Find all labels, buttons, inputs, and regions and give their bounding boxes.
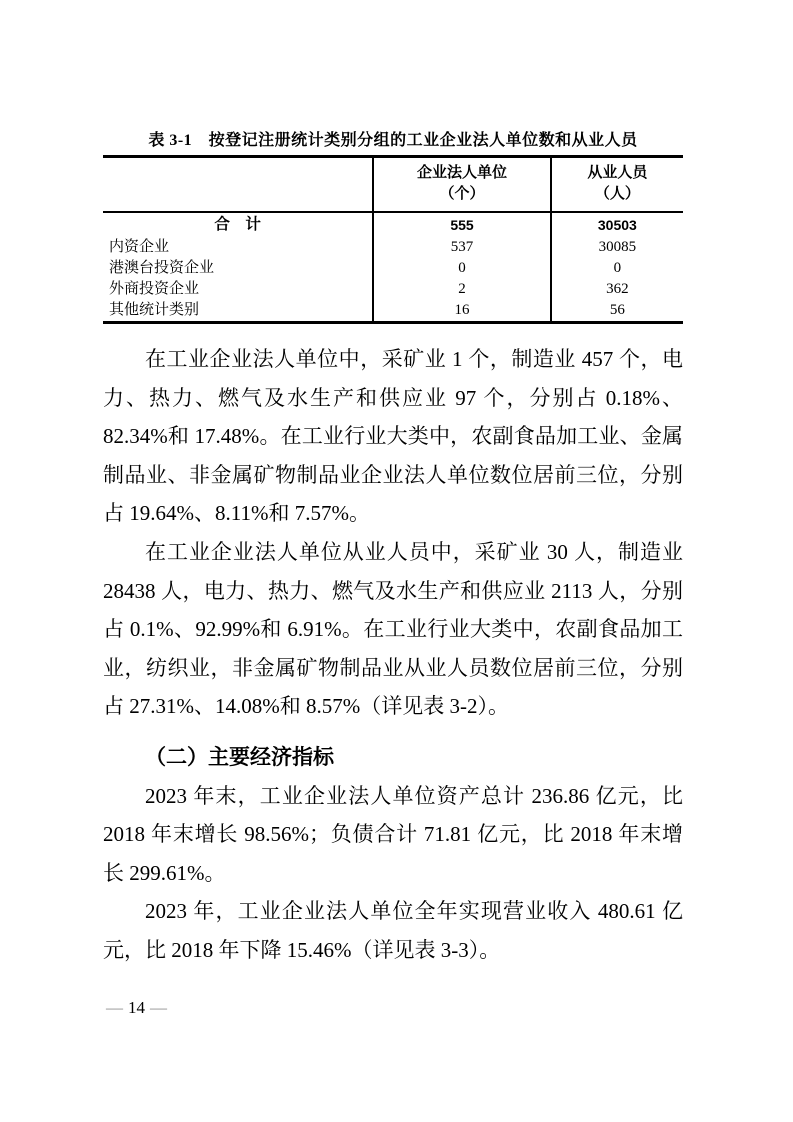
header-cell-legal-units	[373, 157, 550, 213]
table-3-1-title: 表 3-1 按登记注册统计类别分组的工业企业法人单位数和从业人员	[148, 132, 638, 149]
page-number: 14	[128, 998, 145, 1017]
table-row-hk-mo-tw	[103, 258, 683, 279]
body-text	[103, 340, 683, 970]
table-row-other	[103, 300, 683, 323]
section-heading-economic-indicators: （二）主要经济指标	[145, 744, 334, 769]
paragraph-industry-employees: 在工业企业法人单位从业人员中，采矿业 30 人，制造业 28438 人，电力、热力、燃气及水生产和供应业 2113 人，分别占 0.1%、92.99%和 6.91%。在工业行业大类中，农副食品加工业，纺织业，非金属矿物制品业从业人员数位居前三位，分别占 27.31%、14.08%和 8.57%（详见表 3-2）。	[103, 539, 683, 719]
header-legal-units-unit: （个）	[439, 186, 485, 202]
paragraph-assets: 2023 年末，工业企业法人单位资产总计 236.86 亿元，比 2018 年末增长 98.56%；负债合计 71.81 亿元，比 2018 年末增长 299.61%。	[103, 783, 683, 885]
hk-mo-tw-employees-value: 0	[551, 258, 683, 279]
table-3-1	[103, 155, 683, 324]
header-cell-employees	[551, 157, 683, 213]
total-legal-units-value: 555	[373, 212, 550, 237]
row-label-total: 合 计	[214, 216, 261, 233]
table-row-foreign	[103, 279, 683, 300]
other-legal-units-value: 16	[373, 300, 550, 323]
footer-left-dash: —	[106, 998, 123, 1017]
foreign-employees-value: 362	[551, 279, 683, 300]
footer-right-dash: —	[150, 998, 167, 1017]
total-employees-value: 30503	[551, 212, 683, 237]
table-body	[103, 212, 683, 323]
page-footer	[106, 998, 167, 1018]
header-cell-empty	[103, 157, 373, 213]
foreign-legal-units-value: 2	[373, 279, 550, 300]
table-header	[103, 157, 683, 213]
domestic-legal-units-value: 537	[373, 237, 550, 258]
row-label-other: 其他统计类别	[109, 302, 200, 318]
row-label-hk-mo-tw: 港澳台投资企业	[109, 260, 215, 276]
row-label-domestic: 内资企业	[109, 239, 170, 255]
paragraph-revenue: 2023 年，工业企业法人单位全年实现营业收入 480.61 亿元，比 2018 年下降 15.46%（详见表 3-3）。	[103, 899, 683, 962]
row-label-foreign: 外商投资企业	[109, 281, 200, 297]
header-employees-unit: （人）	[594, 186, 640, 202]
page-content	[103, 130, 683, 970]
other-employees-value: 56	[551, 300, 683, 323]
table-row-total	[103, 212, 683, 237]
paragraph-industry-units: 在工业企业法人单位中，采矿业 1 个，制造业 457 个，电力、热力、燃气及水生产和供应业 97 个，分别占 0.18%、82.34%和 17.48%。在工业行业大类中，农副食品加工业、金属制品业、非金属矿物制品业企业法人单位数位居前三位，分别占 19.64%、8.11%和 7.57%。	[103, 347, 683, 526]
header-employees-title: 从业人员	[587, 165, 648, 181]
table-row-domestic	[103, 237, 683, 258]
header-legal-units-title: 企业法人单位	[416, 165, 507, 181]
domestic-employees-value: 30085	[551, 237, 683, 258]
hk-mo-tw-legal-units-value: 0	[373, 258, 550, 279]
